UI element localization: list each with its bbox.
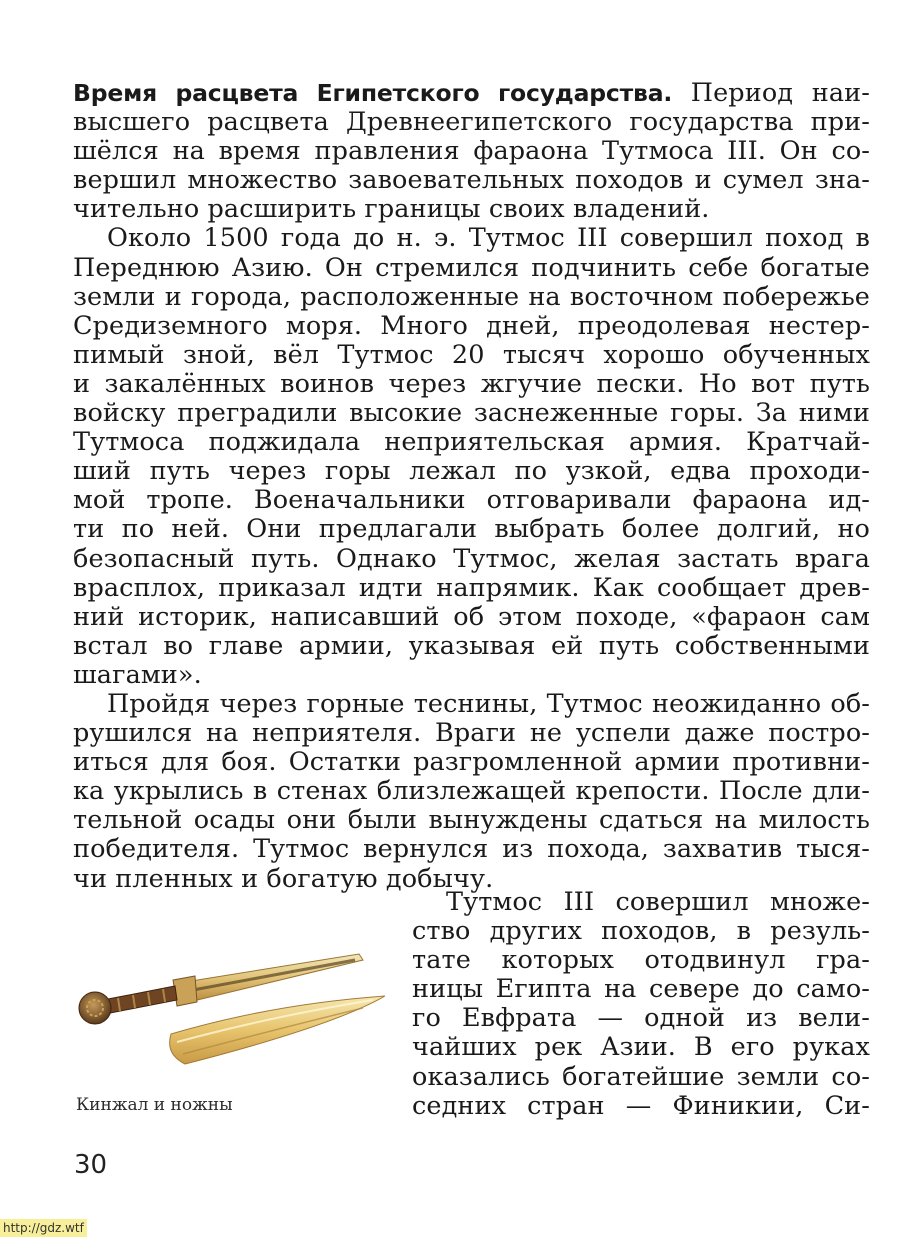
text-line: тате которых отодвинул гра-	[412, 946, 870, 976]
text-line: врасплох, приказал идти напрямик. Как сообщает древ-	[73, 573, 870, 603]
text-line: ницы Египта на севере до само-	[412, 975, 870, 1005]
text-line: и закалённых воинов через жгучие пески. Но вот путь	[73, 369, 870, 399]
text-line: ти по ней. Они предлагали выбрать более долгий, но	[73, 515, 870, 545]
text-line: шагами».	[73, 660, 202, 690]
dagger-and-sheath-image	[73, 930, 393, 1080]
figure-caption: Кинжал и ножны	[76, 1095, 233, 1115]
text-line: Переднюю Азию. Он стремился подчинить себе богатые	[73, 253, 870, 283]
section-heading: Время расцвета Египетского государства.	[73, 79, 673, 107]
text-line: ний историк, написавший об этом походе, «фараон сам	[73, 602, 870, 632]
text-line: встал во главе армии, указывая ей путь собственными	[73, 631, 870, 661]
text-line: вершил множество завоевательных походов и сумел зна-	[73, 166, 870, 196]
text-line: победителя. Тутмос вернулся из похода, захватив тыся-	[73, 835, 870, 865]
main-text-block	[73, 79, 870, 894]
watermark-link[interactable]: http://gdz.wtf	[0, 1219, 87, 1237]
text-line: Пройдя через горные теснины, Тутмос неожиданно об-	[107, 689, 870, 719]
text-line: Средиземного моря. Много дней, преодолевая нестер-	[73, 311, 870, 341]
text-line: высшего расцвета Древнеегипетского государства при-	[73, 108, 870, 138]
text-line: чи пленных и богатую добычу.	[73, 864, 494, 894]
text-line: чительно расширить границы своих владений.	[73, 195, 710, 225]
text-line: мой тропе. Военачальники отговаривали фараона ид-	[73, 486, 870, 516]
text-line: иться для боя. Остатки разгромленной армии противни-	[73, 748, 870, 778]
text-line: земли и города, расположенные на восточном побережье	[73, 282, 870, 312]
page-number: 30	[74, 1150, 108, 1180]
text-line: рушился на неприятеля. Враги не успели даже постро-	[73, 719, 870, 749]
text-line: Тутмос III совершил множе-	[446, 888, 870, 917]
text-line: ка укрылись в стенах близлежащей крепости. После дли-	[73, 777, 870, 807]
text-line: войску преградили высокие заснеженные горы. За ними	[73, 399, 870, 429]
text-line: тельной осады они были вынуждены сдаться на милость	[73, 806, 870, 836]
text-line: ший путь через горы лежал по узкой, едва проходи-	[73, 457, 870, 487]
text-line: шёлся на время правления фараона Тутмоса III. Он со-	[73, 137, 870, 167]
text-line	[73, 79, 870, 108]
text-line: чайших рек Азии. В его руках	[412, 1033, 870, 1063]
text-line: Тутмоса поджидала неприятельская армия. Кратчай-	[73, 428, 870, 458]
text-line: седних стран — Финикии, Си-	[412, 1091, 870, 1121]
text-line: безопасный путь. Однако Тутмос, желая застать врага	[73, 544, 870, 574]
text-fragment: Период наи-	[672, 79, 870, 108]
text-line: пимый зной, вёл Тутмос 20 тысяч хорошо обученных	[73, 340, 870, 370]
text-line: оказались богатейшие земли со-	[412, 1062, 870, 1092]
text-line: Около 1500 года до н. э. Тутмос III совершил поход в	[107, 224, 870, 254]
text-line: ство других походов, в резуль-	[412, 917, 870, 947]
dagger-illustration	[73, 930, 393, 1080]
wrapped-text-block	[412, 888, 870, 1121]
text-line: го Евфрата — одной из вели-	[412, 1004, 870, 1034]
